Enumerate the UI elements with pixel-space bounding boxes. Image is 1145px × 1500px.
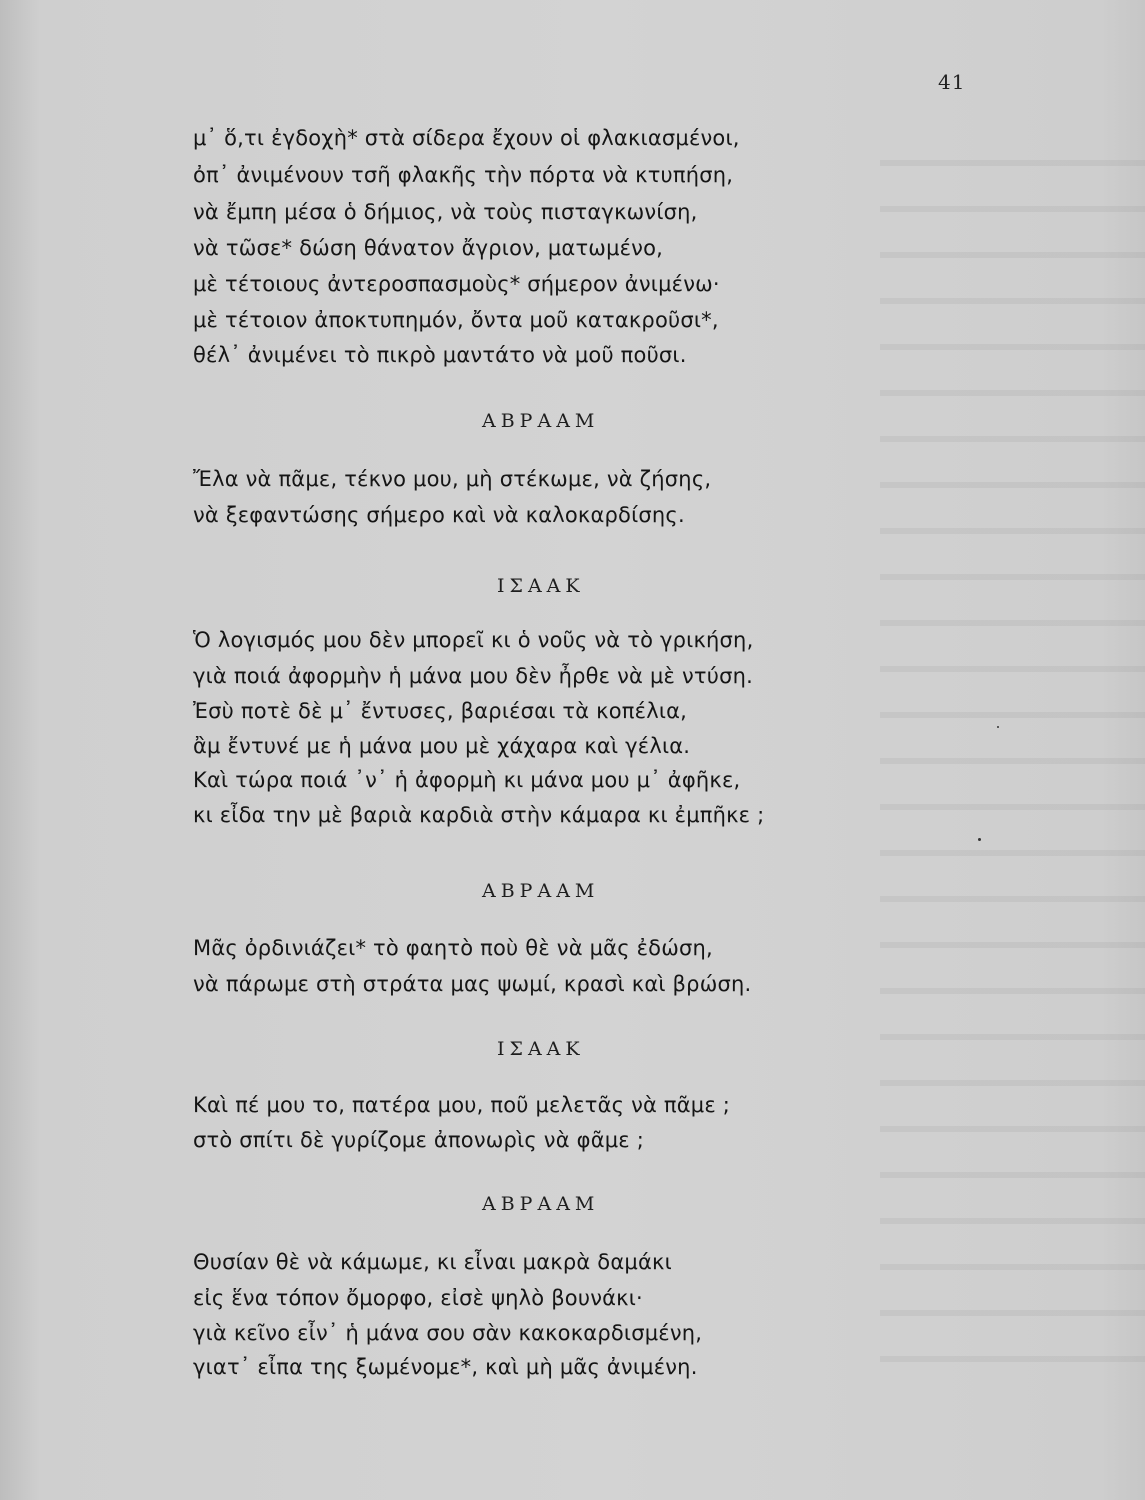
verse-line: νὰ ξεφαντώσης σήμερο καὶ νὰ καλοκαρδίσης. — [193, 503, 685, 527]
verse-line: ὀπ᾽ ἀνιμένουν τσῆ φλακῆς τὴν πόρτα νὰ κτυπήση, — [193, 163, 734, 187]
verse-line: νὰ ἔμπη μέσα ὁ δήμιος, νὰ τοὺς πισταγκωνίση, — [193, 200, 698, 224]
speaker-heading: ΙΣΑΑΚ — [497, 1038, 585, 1060]
verse-line: θέλ᾽ ἀνιμένει τὸ πικρὸ μαντάτο νὰ μοῦ ποῦσι. — [193, 343, 687, 367]
dust-speck — [997, 726, 999, 728]
verse-line: στὸ σπίτι δὲ γυρίζομε ἀπονωρὶς νὰ φᾶμε ; — [193, 1128, 644, 1152]
verse-line: γιατ᾽ εἶπα της ξωμένομε*, καὶ μὴ μᾶς ἀνιμένη. — [193, 1355, 698, 1379]
verse-line: νὰ πάρωμε στὴ στράτα μας ψωμί, κρασὶ καὶ βρώση. — [193, 972, 752, 996]
page-number: 41 — [938, 70, 966, 94]
speaker-heading: ΑΒΡΑΑΜ — [482, 410, 600, 432]
bleed-through-shadow — [880, 140, 1145, 1390]
speaker-heading: ΙΣΑΑΚ — [497, 575, 585, 597]
verse-line: Καὶ τώρα ποιά ᾽ν᾽ ἡ ἀφορμὴ κι μάνα μου μ᾽ ἀφῆκε, — [193, 768, 741, 792]
verse-line: Θυσίαν θὲ νὰ κάμωμε, κι εἶναι μακρὰ δαμάκι — [193, 1250, 672, 1274]
verse-line: μὲ τέτοιους ἀντεροσπασμοὺς* σήμερον ἀνιμένω· — [193, 272, 720, 296]
verse-line: Ὁ λογισμός μου δὲν μπορεῖ κι ὁ νοῦς νὰ τὸ γρικήση, — [193, 628, 754, 652]
verse-line: μ᾽ ὅ,τι ἐγδοχὴ* στὰ σίδερα ἔχουν οἱ φλακιασμένοι, — [193, 126, 740, 150]
verse-line: Καὶ πέ μου το, πατέρα μου, ποῦ μελετᾶς νὰ πᾶμε ; — [193, 1093, 731, 1117]
verse-line: μὲ τέτοιον ἀποκτυπημόν, ὄντα μοῦ κατακροῦσι*, — [193, 308, 719, 332]
speaker-heading: ΑΒΡΑΑΜ — [482, 880, 600, 902]
verse-line: Μᾶς ὀρδινιάζει* τὸ φαητὸ ποὺ θὲ νὰ μᾶς ἐδώση, — [193, 936, 713, 960]
verse-line: γιὰ ποιά ἀφορμὴν ἡ μάνα μου δὲν ἦρθε νὰ μὲ ντύση. — [193, 664, 753, 688]
speaker-heading: ΑΒΡΑΑΜ — [482, 1193, 600, 1215]
verse-line: γιὰ κεῖνο εἶν᾽ ἡ μάνα σου σὰν κακοκαρδισμένη, — [193, 1321, 703, 1345]
verse-line: Ἔλα νὰ πᾶμε, τέκνο μου, μὴ στέκωμε, νὰ ζήσης, — [193, 467, 712, 491]
verse-line: ἂμ ἔντυνέ με ἡ μάνα μου μὲ χάχαρα καὶ γέλια. — [193, 734, 691, 758]
verse-line: νὰ τῶσε* δώση θάνατον ἄγριον, ματωμένο, — [193, 236, 664, 260]
verse-line: κι εἶδα την μὲ βαριὰ καρδιὰ στὴν κάμαρα κι ἐμπῆκε ; — [193, 803, 765, 827]
verse-line: εἰς ἕνα τόπον ὄμορφο, εἰσὲ ψηλὸ βουνάκι· — [193, 1286, 643, 1310]
verse-line: Ἐσὺ ποτὲ δὲ μ᾽ ἔντυσες, βαριέσαι τὰ κοπέλια, — [193, 699, 688, 723]
dust-speck — [978, 838, 981, 841]
